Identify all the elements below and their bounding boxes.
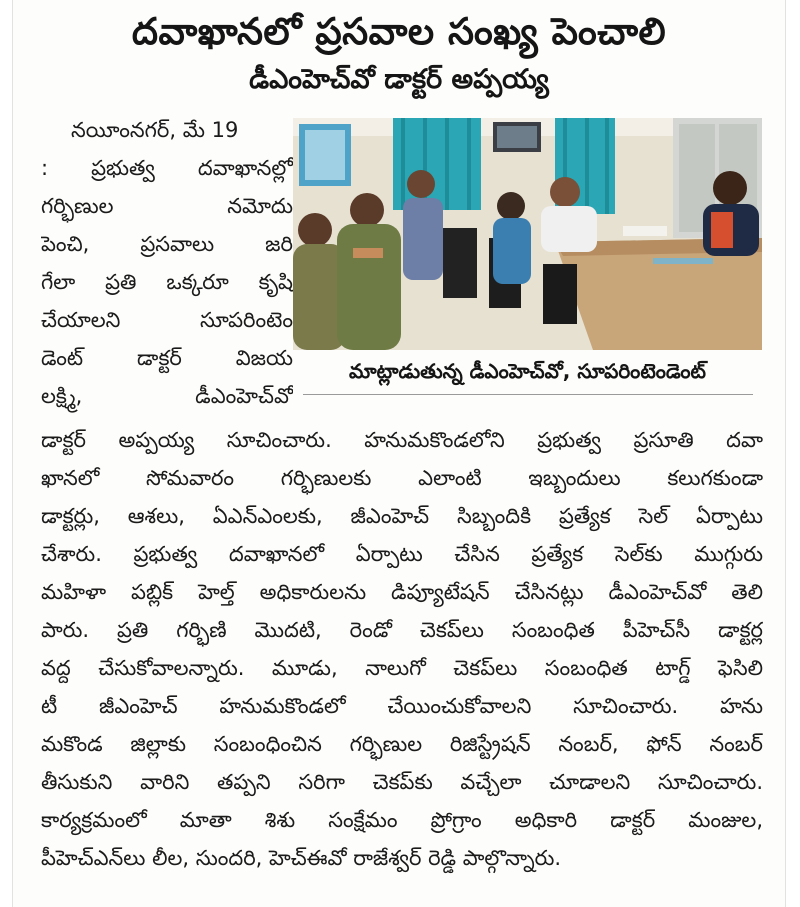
headline: దవాఖానలో ప్రసవాల సంఖ్య పెంచాలి bbox=[131, 10, 667, 53]
body-text-line: మకొండ జిల్లాకు సంబంధించిన గర్భిణుల రిజిస్ట్రేషన్ నంబర్, ఫోన్ నంబర్ bbox=[41, 732, 763, 756]
body-text-line: డాక్టర్లు, ఆశలు, ఏఎన్‌ఎంలకు, జీఎంహెచ్ సిబ్బందికి ప్రత్యేక సెల్ ఏర్పాటు bbox=[41, 504, 763, 528]
column-text-line: లక్ష్మి, డీఎంహెచ్‌వో bbox=[41, 384, 293, 408]
news-photo bbox=[293, 118, 762, 350]
news-photo-illustration bbox=[293, 118, 762, 350]
body-text-line: డాక్టర్ అప్పయ్య సూచించారు. హనుమకొండలోని ప్రభుత్వ ప్రసూతి దవా bbox=[41, 428, 763, 452]
caption-divider bbox=[303, 394, 753, 395]
body-text-line: తీసుకుని వారిని తప్పని సరిగా చెకప్‌కు వచ్చేలా చూడాలని సూచించారు. bbox=[41, 770, 763, 794]
column-text-line: గేలా ప్రతి ఒక్కరూ కృషి bbox=[41, 270, 293, 294]
dateline: నయీంనగర్, మే 19 bbox=[71, 118, 239, 142]
column-text-line: : ప్రభుత్వ దవాఖానల్లో bbox=[41, 156, 293, 180]
column-text-line: గర్భిణుల నమోదు bbox=[41, 194, 293, 218]
column-text-line: డెంట్ డాక్టర్ విజయ bbox=[41, 346, 293, 370]
column-text-line: పెంచి, ప్రసవాలు జరి bbox=[41, 232, 293, 256]
subheadline: డీఎంహెచ్‌వో డాక్టర్ అప్పయ్య bbox=[249, 64, 549, 95]
body-text-line: టీ జీఎంహెచ్ హనుమకొండలో చేయించుకోవాలని సూచించారు. హను bbox=[41, 694, 763, 718]
body-text-line: చేశారు. ప్రభుత్వ దవాఖానలో ఏర్పాటు చేసిన ప్రత్యేక సెల్‌కు ముగ్గురు bbox=[41, 542, 763, 566]
column-text-line: చేయాలని సూపరింటెం bbox=[41, 308, 293, 332]
body-text-line: ఖానలో సోమవారం గర్భిణులకు ఎలాంటి ఇబ్బందులు కలుగకుండా bbox=[41, 466, 763, 490]
body-text-line: పీహెచ్‌ఎన్‌లు లీల, సుందరి, హెచ్‌ఈవో రాజేశ్వర్ రెడ్డి పాల్గొన్నారు. bbox=[41, 846, 562, 870]
body-text-line: మహిళా పబ్లిక్ హెల్త్ అధికారులను డిప్యూటేషన్ చేసినట్లు డీఎంహెచ్‌వో తెలి bbox=[41, 580, 763, 604]
photo-caption: మాట్లాడుతున్న డీఎంహెచ్‌వో, సూపరింటెండెంట్ bbox=[349, 359, 706, 383]
body-text-line: వద్ద చేసుకోవాలన్నారు. మూడు, నాలుగో చెకప్‌లు సంబంధిత టాగ్డ్ ఫెసిలి bbox=[41, 656, 763, 680]
body-text-line: పారు. ప్రతి గర్భిణి మొదటి, రెండో చెకప్‌లు సంబంధిత పీహెచ్‌సీ డాక్టర్ల bbox=[41, 618, 763, 642]
body-text-line: కార్యక్రమంలో మాతా శిశు సంక్షేమం ప్రోగ్రాం అధికారి డాక్టర్ మంజుల, bbox=[41, 808, 763, 832]
newspaper-clipping bbox=[12, 0, 786, 907]
